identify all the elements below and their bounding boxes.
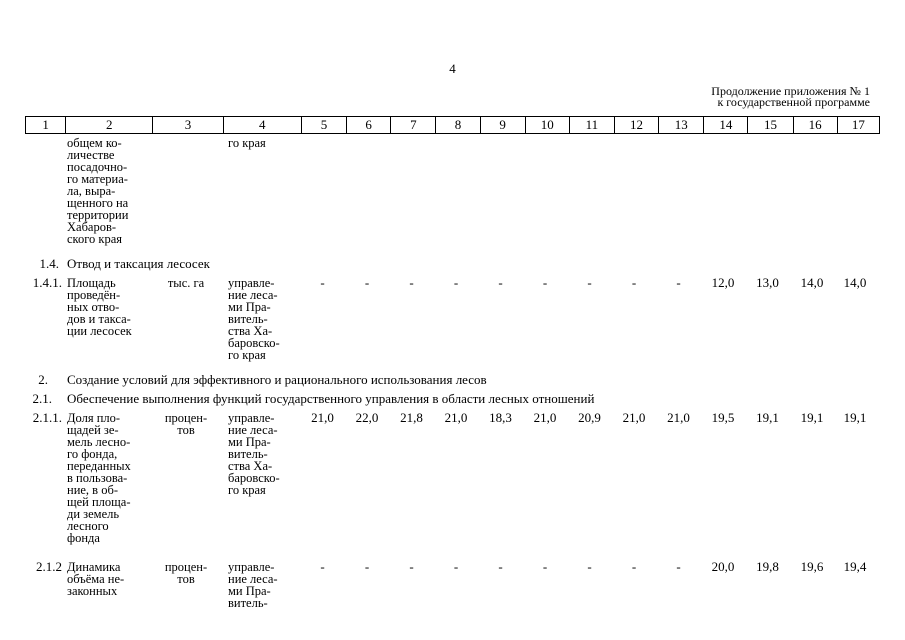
value-cell: - bbox=[320, 275, 325, 290]
unit: процен- тов bbox=[164, 560, 208, 586]
value-cell: - bbox=[453, 559, 459, 574]
row-code: 2.1.1. bbox=[32, 410, 62, 425]
unit: тыс. га bbox=[167, 276, 205, 290]
section-code: 2. bbox=[38, 372, 48, 387]
header-cell: 13 bbox=[659, 117, 704, 134]
value-cell: - bbox=[364, 275, 370, 290]
value-cell: 20,9 bbox=[578, 410, 601, 425]
header-cell: 16 bbox=[793, 117, 837, 134]
value-cell: - bbox=[498, 275, 503, 290]
value-cell: - bbox=[631, 559, 637, 574]
continuation-note bbox=[711, 86, 870, 108]
section-code: 1.4. bbox=[39, 256, 59, 271]
value-cell: - bbox=[676, 275, 681, 290]
value-cell: 19,5 bbox=[711, 410, 735, 425]
value-cell: - bbox=[542, 559, 548, 574]
value-cell: 19,4 bbox=[843, 559, 867, 574]
value-cell: 20,0 bbox=[711, 559, 735, 574]
value-cell: 13,0 bbox=[756, 275, 779, 290]
section-code: 2.1. bbox=[32, 391, 52, 406]
header-cell: 8 bbox=[436, 117, 480, 134]
value-cell: - bbox=[542, 275, 548, 290]
header-cell: 5 bbox=[301, 117, 346, 134]
indicator-name: общем ко- личестве посадочно- го материа- ла, выра- щенного на территории Хабаров- ского края bbox=[67, 136, 129, 246]
header-cell: 10 bbox=[525, 117, 569, 134]
section-title: Отвод и таксация лесосек bbox=[67, 256, 210, 271]
header-cell: 14 bbox=[704, 117, 748, 134]
value-cell: 21,8 bbox=[400, 410, 423, 425]
indicator-name: Динамика объёма не- законных bbox=[67, 560, 125, 598]
header-cell: 6 bbox=[347, 117, 391, 134]
value-cell: 21,0 bbox=[667, 410, 690, 425]
value-cell: 12,0 bbox=[711, 275, 735, 290]
value-cell: 19,1 bbox=[800, 410, 824, 425]
value-cell: 19,8 bbox=[756, 559, 779, 574]
indicator-name: Площадь проведён- ных отво- дов и такса- ции лесосек bbox=[67, 276, 132, 338]
row-code: 2.1.2 bbox=[36, 559, 62, 574]
value-cell: 21,0 bbox=[311, 410, 334, 425]
value-cell: 14,0 bbox=[800, 275, 824, 290]
value-cell: - bbox=[587, 275, 592, 290]
section-title: Обеспечение выполнения функций государственного управления в области лесных отношений bbox=[67, 391, 595, 406]
row-code: 1.4.1. bbox=[32, 275, 62, 290]
executor: управле- ние леса- ми Пра- витель- bbox=[228, 560, 278, 610]
column-number-header bbox=[25, 116, 880, 134]
value-cell: 18,3 bbox=[489, 410, 512, 425]
value-cell: 21,0 bbox=[444, 410, 468, 425]
value-cell: 21,0 bbox=[622, 410, 646, 425]
indicator-name: Доля пло- щадей зе- мель лесно- го фонда, переданных в пользова- ние, в об- щей площа- ди земель лесного фонда bbox=[67, 411, 131, 545]
continuation-line-2: к государственной программе bbox=[717, 95, 870, 109]
header-cell: 15 bbox=[748, 117, 793, 134]
continuation-line-1: Продолжение приложения № 1 bbox=[711, 84, 870, 98]
header-cell: 7 bbox=[391, 117, 436, 134]
value-cell: 22,0 bbox=[355, 410, 379, 425]
value-cell: - bbox=[498, 559, 503, 574]
executor: управле- ние леса- ми Пра- витель- ства Ха- баровско- го края bbox=[228, 276, 280, 362]
header-cell: 17 bbox=[837, 117, 879, 134]
value-cell: 14,0 bbox=[843, 275, 867, 290]
executor: управле- ние леса- ми Пра- витель- ства Ха- баровско- го края bbox=[228, 411, 280, 497]
header-cell: 3 bbox=[153, 117, 223, 134]
value-cell: 21,0 bbox=[533, 410, 557, 425]
header-cell: 11 bbox=[569, 117, 614, 134]
section-title: Создание условий для эффективного и рационального использования лесов bbox=[67, 372, 487, 387]
value-cell: - bbox=[676, 559, 681, 574]
value-cell: - bbox=[453, 275, 459, 290]
value-cell: - bbox=[409, 559, 414, 574]
value-cell: - bbox=[587, 559, 592, 574]
executor: го края bbox=[228, 136, 266, 150]
value-cell: - bbox=[364, 559, 370, 574]
value-cell: - bbox=[631, 275, 637, 290]
header-cell: 4 bbox=[223, 117, 301, 134]
page-number: 4 bbox=[449, 61, 456, 76]
value-cell: - bbox=[409, 275, 414, 290]
value-cell: 19,6 bbox=[800, 559, 824, 574]
header-cell: 12 bbox=[614, 117, 658, 134]
header-cell: 9 bbox=[480, 117, 525, 134]
header-cell: 2 bbox=[66, 117, 153, 134]
value-cell: - bbox=[320, 559, 325, 574]
unit: процен- тов bbox=[164, 411, 208, 437]
value-cell: 19,1 bbox=[756, 410, 779, 425]
value-cell: 19,1 bbox=[843, 410, 867, 425]
header-cell: 1 bbox=[26, 117, 66, 134]
